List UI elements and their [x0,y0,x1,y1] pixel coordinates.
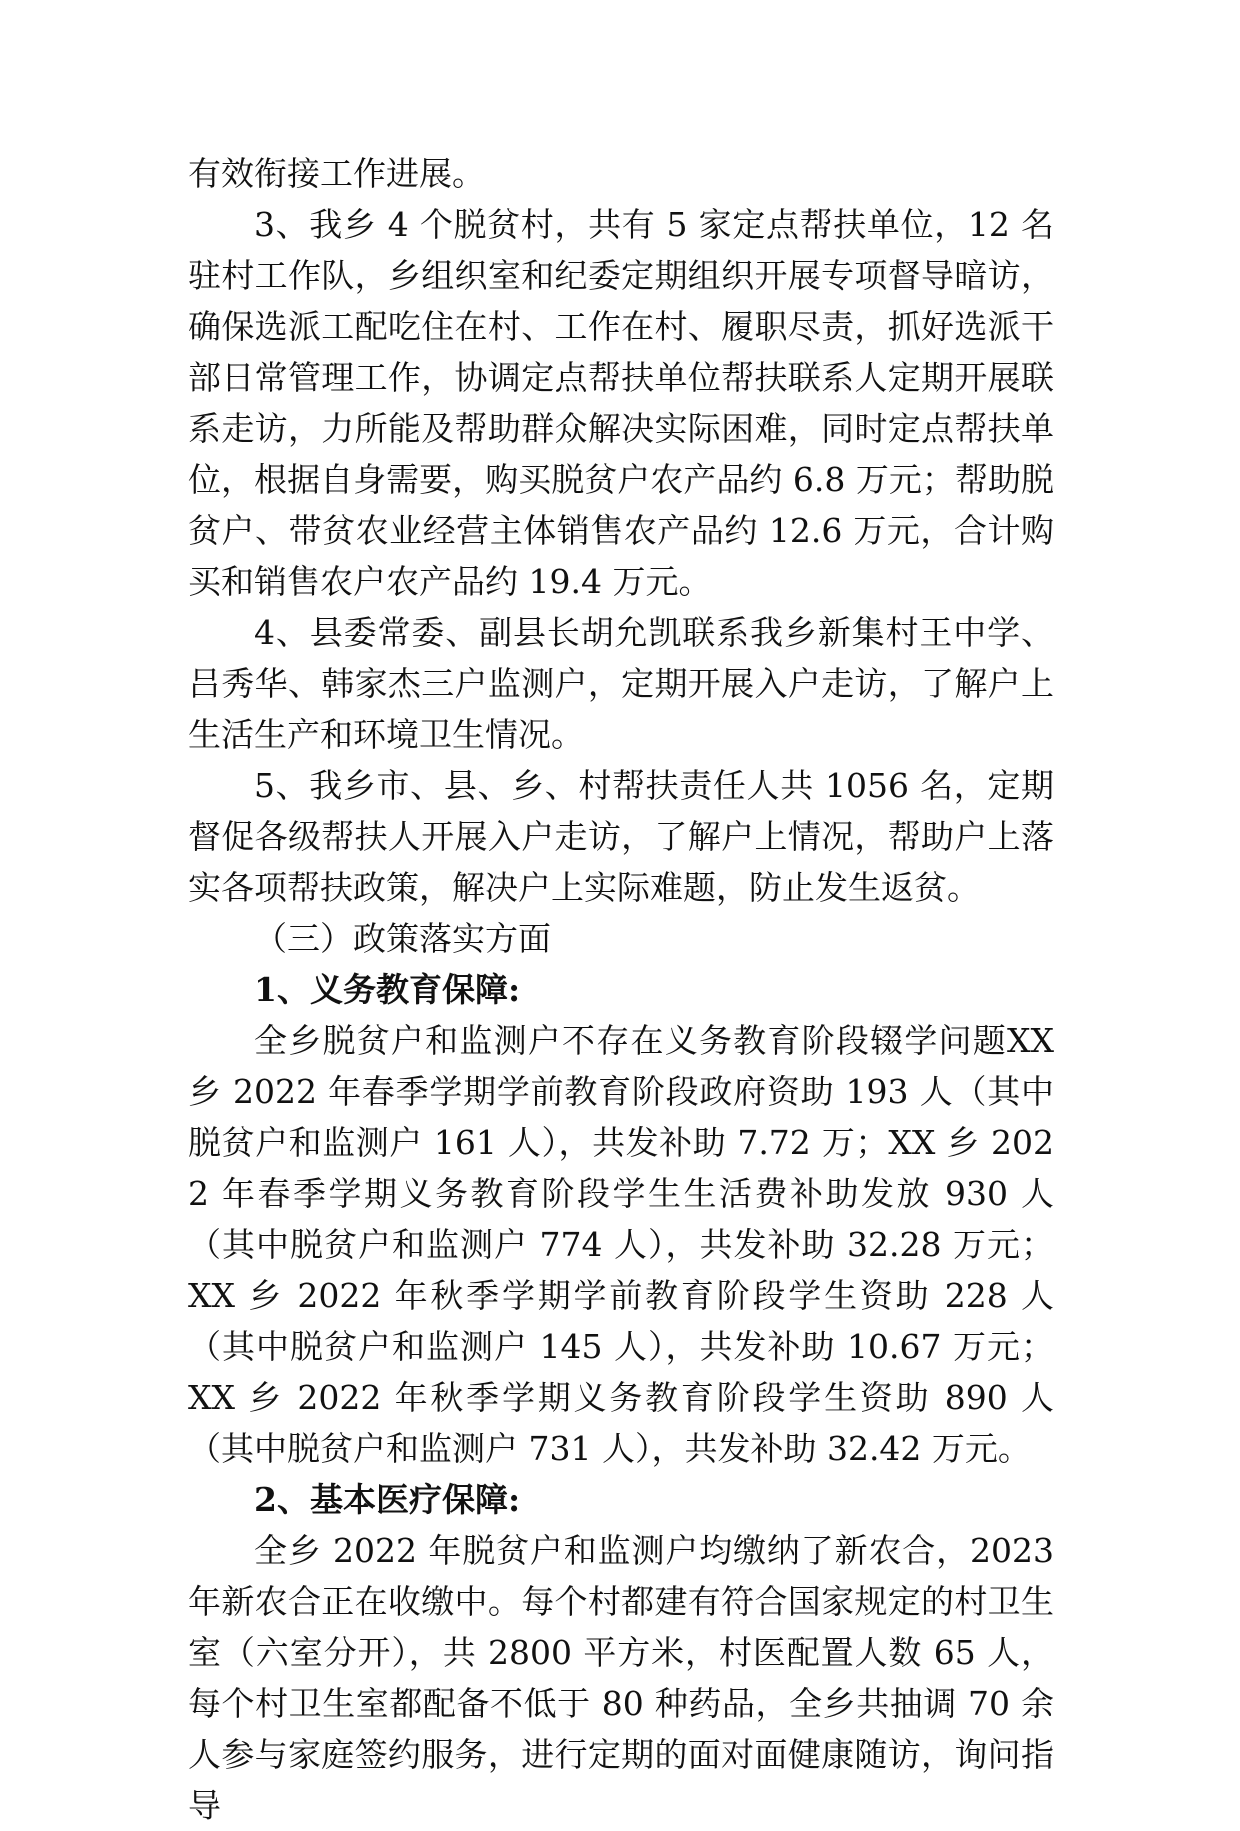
paragraph-medical: 全乡 2022 年脱贫户和监测户均缴纳了新农合，2023 年新农合正在收缴中。每个村都建有符合国家规定的村卫生室（六室分开），共 2800 平方米，村医配置人数 65 人，每个村卫生室都配备不低于 80 种药品，全乡共抽调 70 余人参与家庭签约服务，进行定期的面对面健康随访，询问指导 [188,1531,1054,1825]
paragraph-item-3: 3、我乡 4 个脱贫村，共有 5 家定点帮扶单位，12 名驻村工作队，乡组织室和纪委定期组织开展专项督导暗访，确保选派工配吃住在村、工作在村、履职尽责，抓好选派干部日常管理工作，协调定点帮扶单位帮扶联系人定期开展联系走访，力所能及帮助群众解决实际困难，同时定点帮扶单位，根据自身需要，购买脱贫户农产品约 6.8 万元；帮助脱贫户、带贫农业经营主体销售农产品约 12.6 万元，合计购买和销售农户农产品约 19.4 万元。 [188,205,1054,601]
document-page [188,148,1054,1831]
section-heading-policy: （三）政策落实方面 [254,919,551,958]
paragraph-education: 全乡脱贫户和监测户不存在义务教育阶段辍学问题XX 乡 2022 年春季学期学前教育阶段政府资助 193 人（其中脱贫户和监测户 161 人），共发补助 7.72 万；XX 乡 2022 年春季学期义务教育阶段学生生活费补助发放 930 人（其中脱贫户和监测户 774 人），共发补助 32.28 万元；XX 乡 2022 年秋季学期学前教育阶段学生资助 228 人（其中脱贫户和监测户 145 人），共发补助 10.67 万元；XX 乡 2022 年秋季学期义务教育阶段学生资助 890 人（其中脱贫户和监测户 731 人），共发补助 32.42 万元。 [188,1021,1055,1468]
paragraph-item-4: 4、县委常委、副县长胡允凯联系我乡新集村王中学、吕秀华、韩家杰三户监测户，定期开展入户走访，了解户上生活生产和环境卫生情况。 [188,613,1054,754]
subheading-education: 1、义务教育保障: [254,970,521,1009]
paragraph-item-5: 5、我乡市、县、乡、村帮扶责任人共 1056 名，定期督促各级帮扶人开展入户走访，了解户上情况，帮助户上落实各项帮扶政策，解决户上实际难题，防止发生返贫。 [188,766,1054,907]
paragraph-continuation: 有效衔接工作进展。 [188,154,485,193]
subheading-medical: 2、基本医疗保障: [254,1480,521,1519]
